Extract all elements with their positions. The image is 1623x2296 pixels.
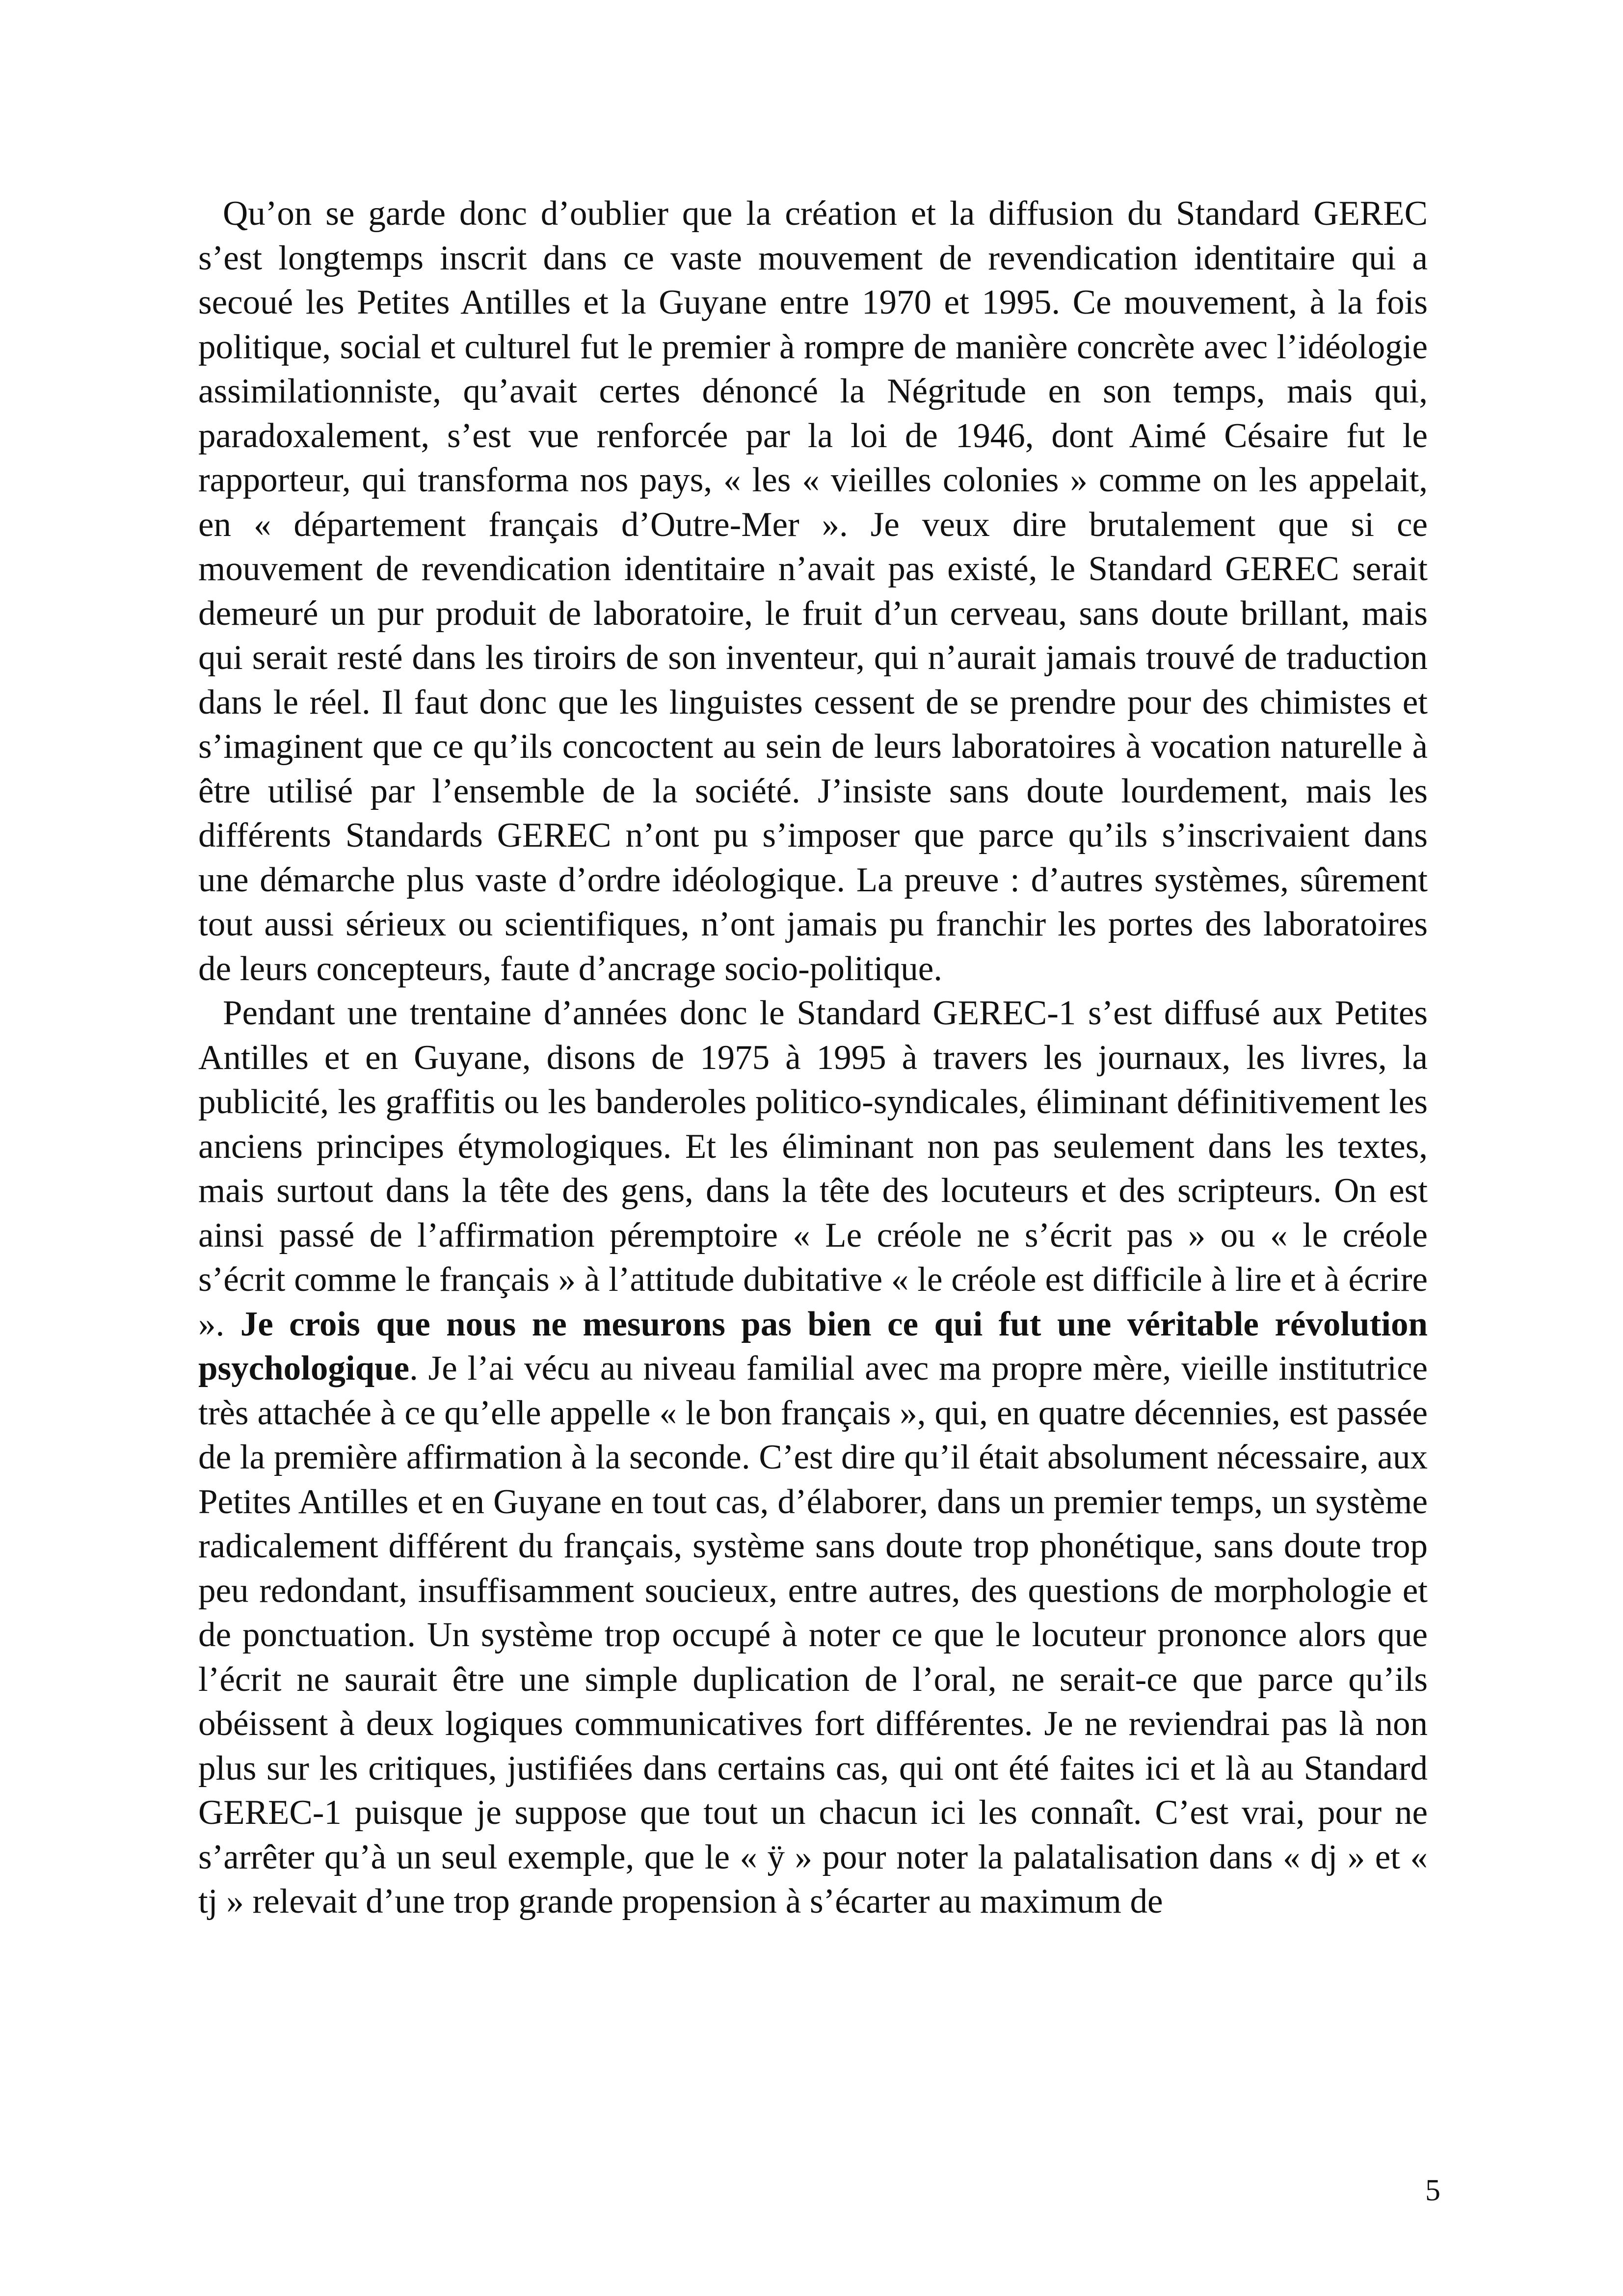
- body-text: [198, 191, 1428, 1924]
- paragraph-2-text-end: . Je l’ai vécu au niveau familial avec ma propre mère, vieille institutrice très attachée à ce qu’elle appelle « le bon français », qui, en quatre décennies, est passée de la première affirmation à la seconde. C’est dire qu’il était absolument nécessaire, aux Petites Antilles et en Guyane en tout cas, d’élaborer, dans un premier temps, un système radicalement différent du français, système sans doute trop phonétique, sans doute trop peu redondant, insuffisamment soucieux, entre autres, des questions de morphologie et de ponctuation. Un système trop occupé à noter ce que le locuteur prononce alors que l’écrit ne saurait être une simple duplication de l’oral, ne serait-ce que parce qu’ils obéissent à deux logiques communicatives fort différentes. Je ne reviendrai pas là non plus sur les critiques, justifiées dans certains cas, qui ont été faites ici et là au Standard GEREC-1 puisque je suppose que tout un chacun ici les connaît. C’est vrai, pour ne s’arrêter qu’à un seul exemple, que le « ÿ » pour noter la palatalisation dans « dj » et « tj » relevait d’une trop grande propension à s’écarter au maximum de: [198, 1349, 1428, 1921]
- paragraph-2: [198, 991, 1428, 1924]
- paragraph-1-text: Qu’on se garde donc d’oublier que la création et la diffusion du Standard GEREC s’est longtemps inscrit dans ce vaste mouvement de revendication identitaire qui a secoué les Petites Antilles et la Guyane entre 1970 et 1995. Ce mouvement, à la fois politique, social et culturel fut le premier à rompre de manière concrète avec l’idéologie assimilationniste, qu’avait certes dénoncé la Négritude en son temps, mais qui, paradoxalement, s’est vue renforcée par la loi de 1946, dont Aimé Césaire fut le rapporteur, qui transforma nos pays, « les « vieilles colonies » comme on les appelait, en « département français d’Outre-Mer ». Je veux dire brutalement que si ce mouvement de revendication identitaire n’avait pas existé, le Standard GEREC serait demeuré un pur produit de laboratoire, le fruit d’un cerveau, sans doute brillant, mais qui serait resté dans les tiroirs de son inventeur, qui n’aurait jamais trouvé de traduction dans le réel. Il faut donc que les linguistes cessent de se prendre pour des chimistes et s’imaginent que ce qu’ils concoctent au sein de leurs laboratoires à vocation naturelle à être utilisé par l’ensemble de la société. J’insiste sans doute lourdement, mais les différents Standards GEREC n’ont pu s’imposer que parce qu’ils s’inscrivaient dans une démarche plus vaste d’ordre idéologique. La preuve : d’autres systèmes, sûrement tout aussi sérieux ou scientifiques, n’ont jamais pu franchir les portes des laboratoires de leurs concepteurs, faute d’ancrage socio-politique.: [198, 194, 1428, 988]
- paragraph-1: [198, 191, 1428, 991]
- paragraph-2-bold-statement: Je crois que nous ne mesurons pas bien ce qui fut une véritable révolution psychologique: [198, 1305, 1428, 1388]
- page-number: 5: [1425, 2174, 1440, 2207]
- paragraph-2-text-start: Pendant une trentaine d’années donc le Standard GEREC-1 s’est diffusé aux Petites Antilles et en Guyane, disons de 1975 à 1995 à travers les journaux, les livres, la publicité, les graffitis ou les banderoles politico-syndicales, éliminant définitivement les anciens principes étymologiques. Et les éliminant non pas seulement dans les textes, mais surtout dans la tête des gens, dans la tête des locuteurs et des scripteurs. On est ainsi passé de l’affirmation péremptoire « Le créole ne s’écrit pas » ou « le créole s’écrit comme le français » à l’attitude dubitative « le créole est difficile à lire et à écrire ».: [198, 994, 1428, 1343]
